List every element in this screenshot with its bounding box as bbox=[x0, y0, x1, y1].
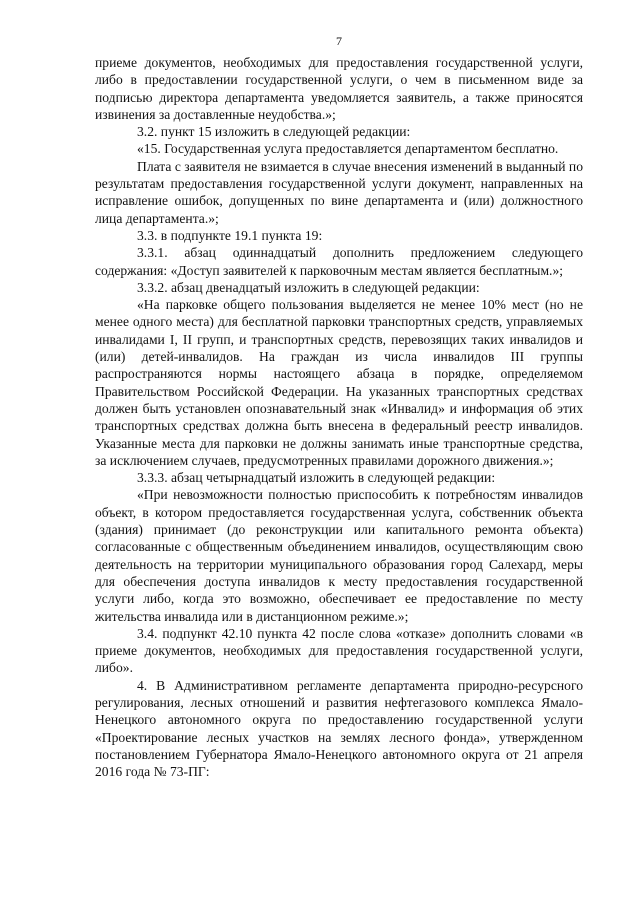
paragraph-item-3-4: 3.4. подпункт 42.10 пункта 42 после слова «отказе» дополнить словами «в приеме документов, необходимых для предоставления государственной услуги, либо». bbox=[95, 625, 583, 676]
paragraph-continuation: приеме документов, необходимых для предоставления государственной услуги, либо в предоставлении государственной услуги, о чем в письменном виде за подписью директора департамента уведомляется заявитель, а также приносятся извинения за доставленные неудобства.»; bbox=[95, 55, 583, 122]
paragraph-parking: «На парковке общего пользования выделяется не менее 10% мест (но не менее одного места) для бесплатной парковки транспортных средств, управляемых инвалидами I, II групп, и транспортных средств, перевозящих таких инвалидов и (или) детей-инвалидов. На граждан из числа инвалидов III группы распространяются нормы настоящего абзаца в порядке, определяемом Правительством Российской Федерации. На указанных транспортных средствах должен быть установлен опознавательный знак «Инвалид» и информация об этих транспортных средствах должна быть внесена в федеральный реестр инвалидов. Указанные места для парковки не должны занимать иные транспортные средства, за исключением случаев, предусмотренных правилами дорожного движения.»; bbox=[95, 297, 583, 468]
paragraph-item-3-3-3: 3.3.3. абзац четырнадцатый изложить в следующей редакции: bbox=[137, 470, 496, 486]
paragraph-accessibility: «При невозможности полностью приспособить к потребностям инвалидов объект, в котором предоставляется государственная услуга, собственник объекта (здания) принимает (до реконструкции или капитального ремонта объекта) согласованные с общественным объединением инвалидов, осуществляющим свою деятельность на территории муниципального образования город Салехард, меры для обеспечения доступа инвалидов к месту предоставления государственной услуги либо, когда это возможно, обеспечивает ее предоставление по месту жительства инвалида или в дистанционном режиме.»; bbox=[95, 487, 583, 624]
paragraph-item-3-3-2: 3.3.2. абзац двенадцатый изложить в следующей редакции: bbox=[137, 279, 480, 295]
paragraph-item-3-3: 3.3. в подпункте 19.1 пункта 19: bbox=[137, 227, 323, 243]
paragraph-item-3-3-1: 3.3.1. абзац одиннадцатый дополнить предложением следующего содержания: «Доступ заявителей к парковочным местам является бесплатным.»; bbox=[95, 245, 583, 278]
paragraph-item-4: 4. В Административном регламенте департамента природно-ресурсного регулирования, лесных отношений и развития нефтегазового комплекса Ямало-Ненецкого автономного округа по предоставлению государственной услуги «Проектирование лесных участков на землях лесного фонда», утвержденном постановлением Губернатора Ямало-Ненецкого автономного округа от 21 апреля 2016 года № 73-ПГ: bbox=[95, 677, 583, 780]
paragraph-point-15: «15. Государственная услуга предоставляется департаментом бесплатно. bbox=[137, 141, 559, 157]
paragraph-item-3-2: 3.2. пункт 15 изложить в следующей редакции: bbox=[137, 124, 411, 140]
page-number: 7 bbox=[336, 34, 342, 48]
paragraph-fee: Плата с заявителя не взимается в случае внесения изменений в выданный по результатам предоставления государственной услуги документ, направленных на исправление ошибок, допущенных по вине департамента и (или) должностного лица департамента.»; bbox=[95, 158, 583, 226]
